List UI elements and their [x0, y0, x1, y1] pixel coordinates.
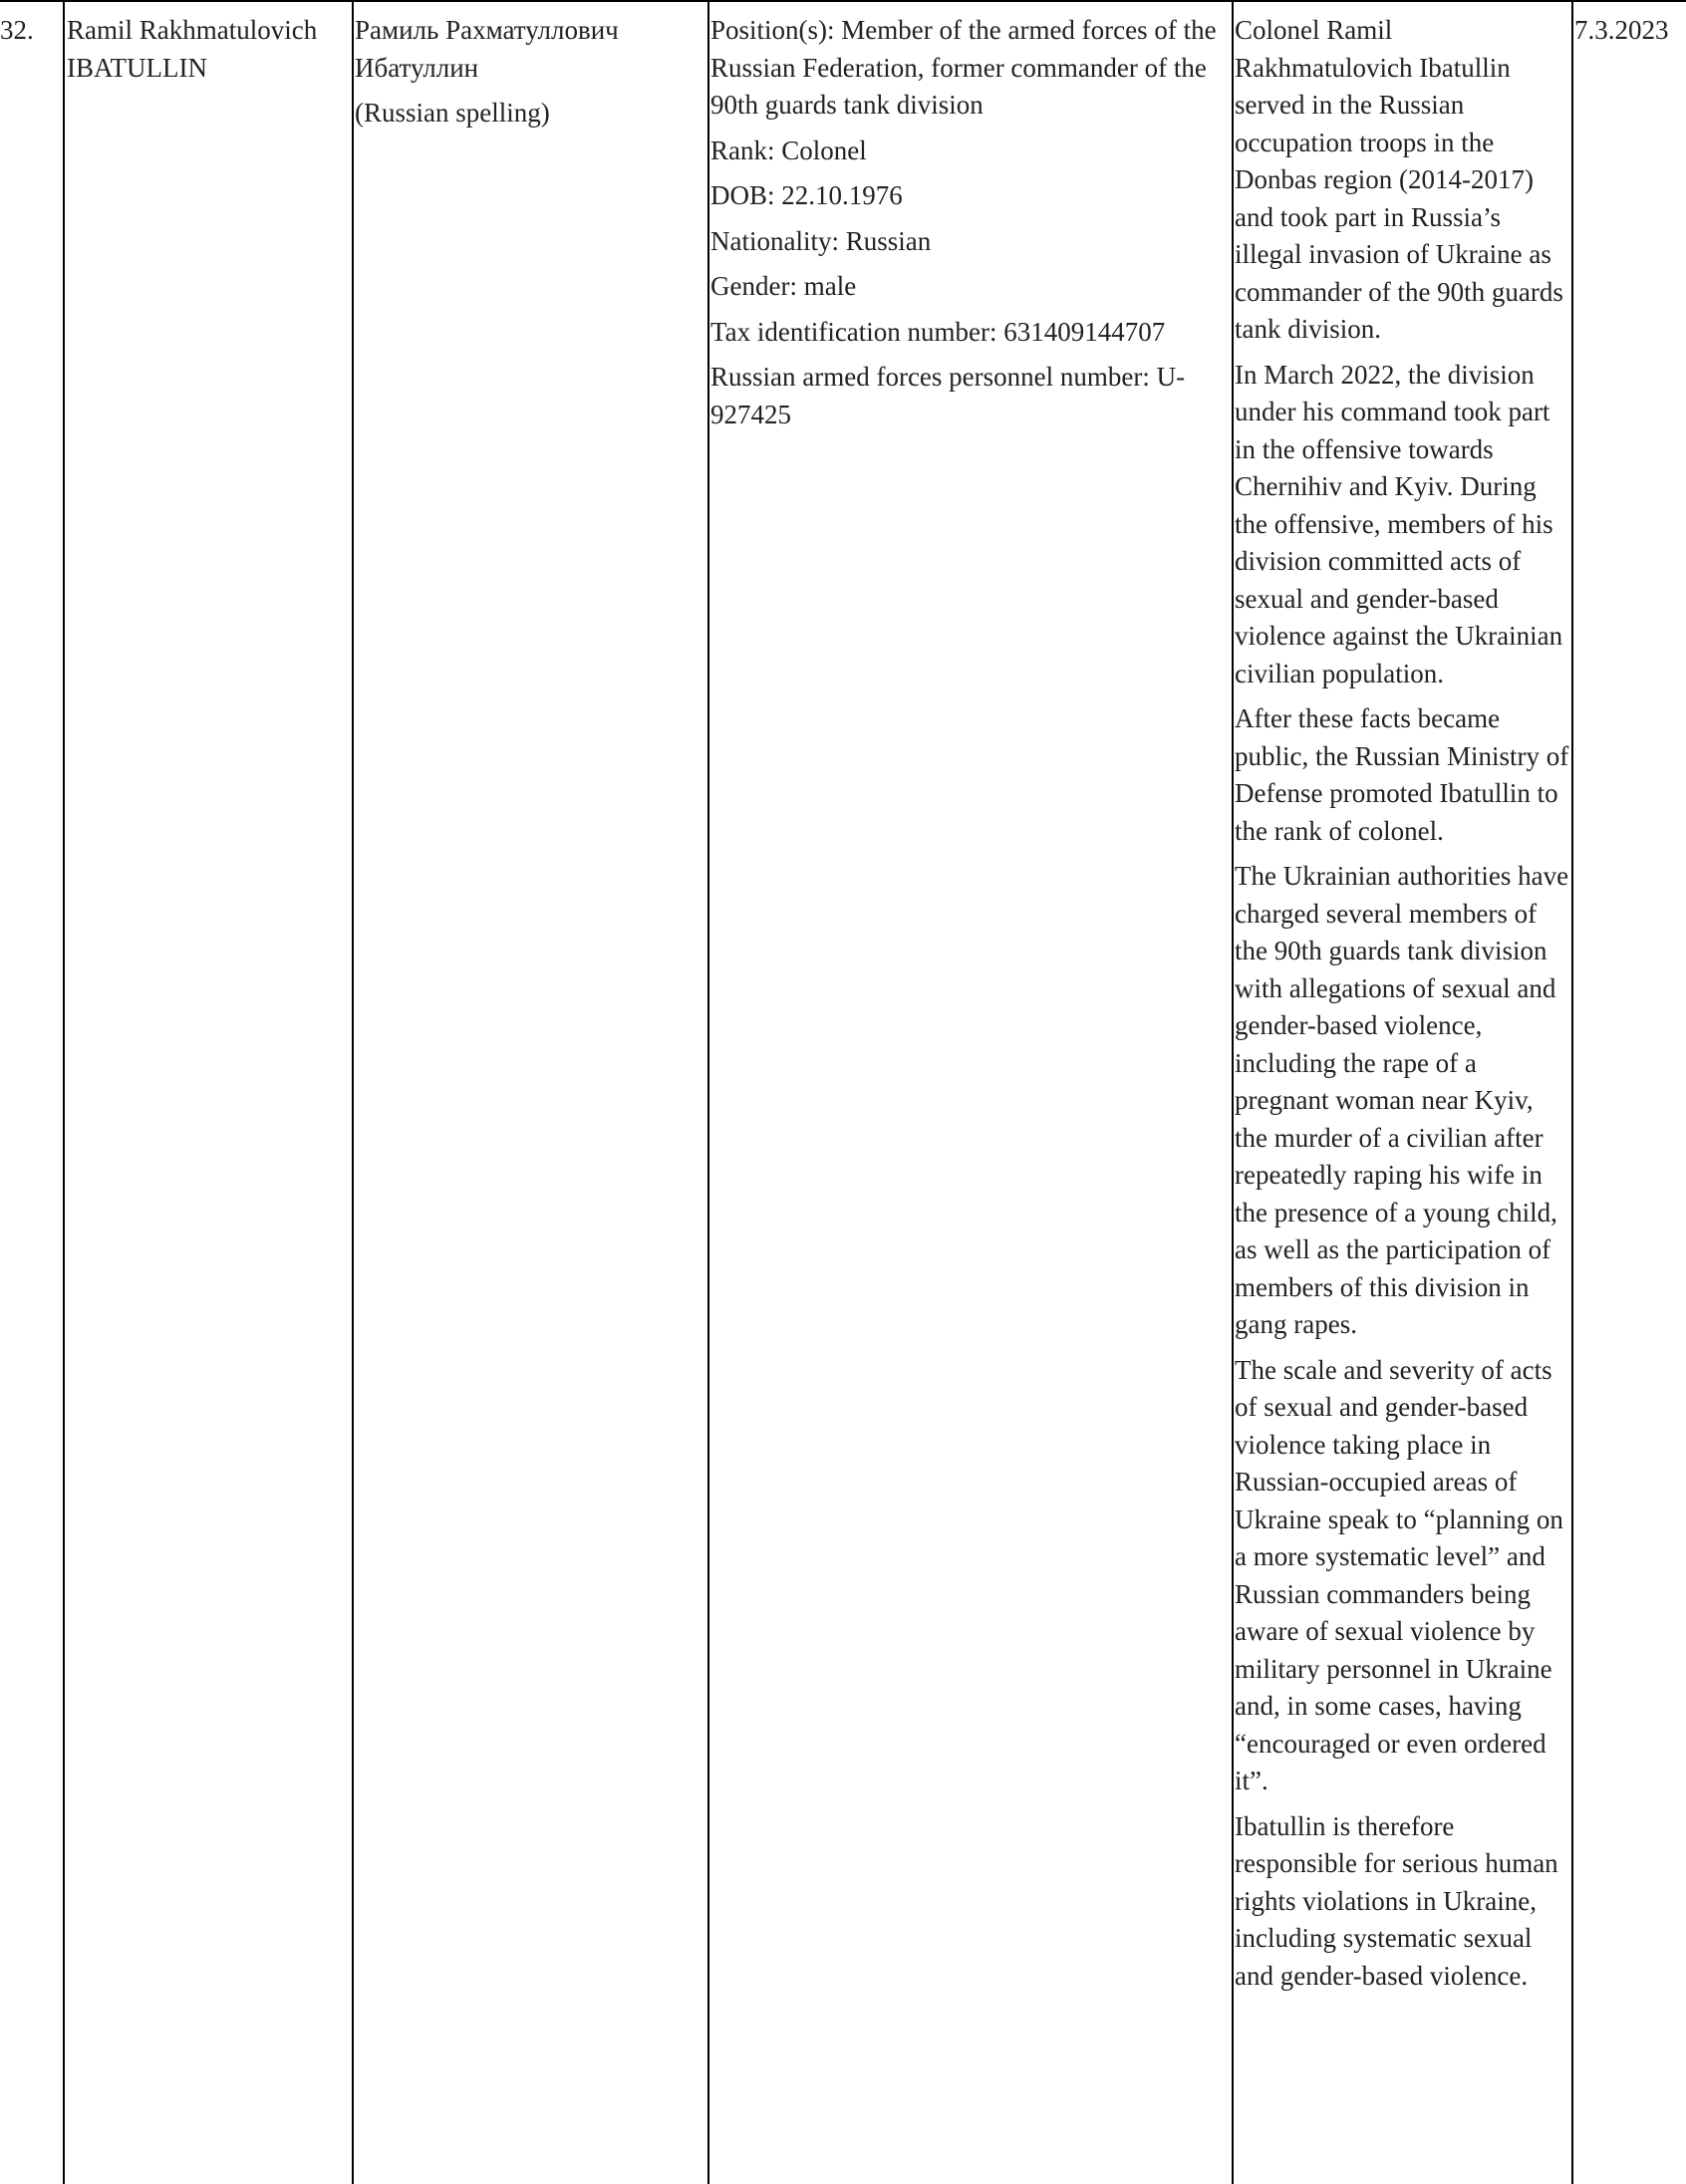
name-russian-line: Рамиль Рахматуллович — [355, 15, 619, 45]
reason-paragraph: Colonel Ramil Rakhmatulovich Ibatullin served in the Russian occupation troops in the Donbas region (2014-2017) and took part in Russia’s illegal invasion of Ukraine as commander of the 90th guards tank division. — [1235, 15, 1563, 344]
name-russian-note: (Russian spelling) — [355, 98, 550, 128]
info-gender: Gender: male — [710, 271, 857, 301]
info-dob: DOB: 22.10.1976 — [710, 180, 903, 210]
info-personnel-number: Russian armed forces personnel number: U-927425 — [710, 362, 1186, 429]
column-divider — [63, 0, 65, 2184]
entry-number: 32. — [0, 15, 34, 45]
name-russian-cell — [355, 12, 703, 140]
table-top-border — [0, 0, 1686, 2]
reason-paragraph: The Ukrainian authorities have charged several members of the 90th guards tank division with allegations of sexual and gender-based violence, including the rape of a pregnant woman near Kyiv, the murder of a civilian after repeatedly raping his wife in the presence of a young child, as well as the participation of members of this division in gang rapes. — [1235, 861, 1569, 1339]
name-latin-cell — [67, 12, 351, 87]
date-of-listing-cell — [1574, 12, 1686, 58]
column-divider — [1571, 0, 1573, 2184]
entry-number-cell — [0, 12, 62, 58]
name-russian-line: Ибатуллин — [355, 52, 479, 83]
reason-paragraph: Ibatullin is therefore responsible for serious human rights violations in Ukraine, including systematic sexual and gender-based violence. — [1235, 1810, 1558, 1991]
identifying-info-cell — [710, 12, 1234, 441]
column-divider — [707, 0, 709, 2184]
info-nationality: Nationality: Russian — [710, 225, 932, 256]
name-latin-line: IBATULLIN — [67, 52, 207, 83]
reason-paragraph: After these facts became public, the Russian Ministry of Defense promoted Ibatullin to the rank of colonel. — [1235, 703, 1569, 846]
reason-paragraph: In March 2022, the division under his command took part in the offensive towards Chernihiv and Kyiv. During the offensive, members of his division committed acts of sexual and gender-based violence against the Ukrainian civilian population. — [1235, 359, 1563, 688]
info-tax-id: Tax identification number: 631409144707 — [710, 316, 1166, 347]
info-rank: Rank: Colonel — [710, 135, 867, 165]
reason-paragraph: The scale and severity of acts of sexual and gender-based violence taking place in Russian-occupied areas of Ukraine speak to “planning on a more systematic level” and Russian commanders being aware of sexual violence by military personnel in Ukraine and, in some cases, having “encouraged or even ordered it”. — [1235, 1354, 1563, 1795]
name-latin-line: Ramil Rakhmatulovich — [67, 15, 318, 45]
date-of-listing: 7.3.2023 — [1574, 15, 1669, 45]
info-position: Position(s): Member of the armed forces of the Russian Federation, former commander of the 90th guards tank division — [710, 15, 1217, 120]
column-divider — [352, 0, 354, 2184]
reasons-cell — [1235, 12, 1570, 1995]
